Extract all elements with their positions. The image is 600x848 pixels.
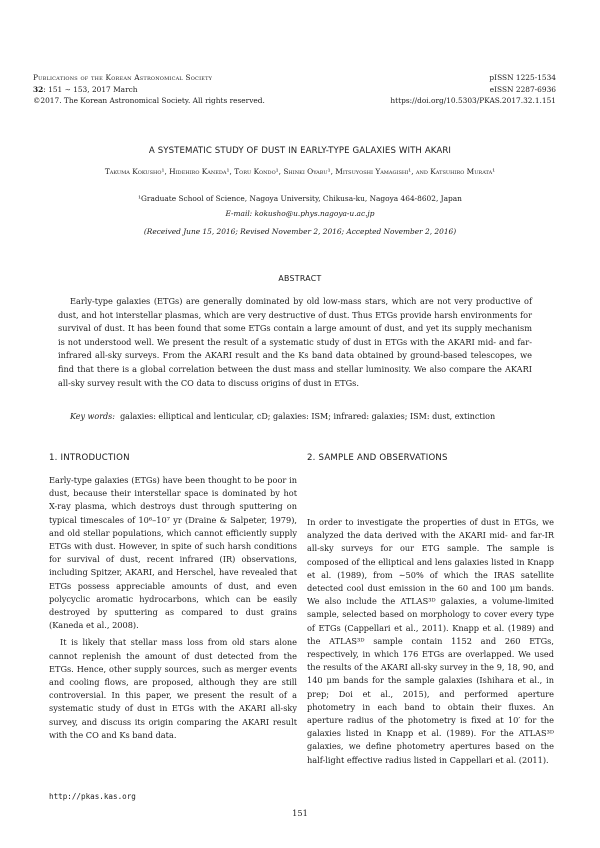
page-number: 151: [292, 808, 308, 818]
volume-line: [33, 84, 265, 96]
paragraph: Early-type galaxies (ETGs) have been thought to be poor in dust, because their interstellar space is dominated by hot X-ray plasma, which destroys dust through sputtering on typical timescales of 10⁶–10⁷ yr (Draine & Salpeter, 1979), and old stellar populations, which cannot efficiently supply ETGs with dust. However, in spite of such harsh conditions for survival of dust, recent infrared (IR) observations, including Spitzer, AKARI, and Herschel, have revealed that ETGs possess appreciable amounts of dust, and even polycyclic aromatic hydrocarbons, which can be easily destroyed by sputtering as compared to dust grains (Kaneda et al., 2008).: [49, 475, 297, 631]
copyright-line: ©2017. The Korean Astronomical Society. All rights reserved.: [33, 96, 265, 105]
doi-link[interactable]: https://doi.org/10.5303/PKAS.2017.32.1.151: [390, 96, 556, 105]
abstract-heading: ABSTRACT: [278, 274, 322, 283]
contact-email[interactable]: E-mail: kokusho@u.phys.nagoya-u.ac.jp: [225, 209, 375, 218]
eissn: eISSN 2287-6936: [489, 84, 556, 94]
keywords-list: galaxies: elliptical and lenticular, cD; galaxies: ISM; infrared: galaxies; ISM: dust, extinction: [120, 412, 496, 421]
sample-column: [307, 516, 554, 767]
section-heading-introduction: 1. INTRODUCTION: [49, 453, 130, 463]
journal-url[interactable]: http://pkas.kas.org: [49, 792, 136, 801]
abstract-text: Early-type galaxies (ETGs) are generally dominated by old low-mass stars, which are not very productive of dust, and hot interstellar plasmas, which are very destructive of dust. Thus ETGs provide harsh environments for survival of dust. It has been found that some ETGs contain a large amount of dust, and yet its supply mechanism is not understood well. We present the result of a systematic study of dust in ETGs with the AKARI mid- and far-infrared all-sky surveys. From the AKARI result and the Ks band data obtained by ground-based telescopes, we find that there is a global correlation between the dust mass and stellar luminosity. We also compare the AKARI all-sky survey result with the CO data to discuss origins of dust in ETGs.: [58, 296, 532, 388]
section-heading-sample: 2. SAMPLE AND OBSERVATIONS: [307, 453, 448, 463]
keywords-label: Key words:: [70, 412, 115, 421]
author-list: Takuma Kokusho¹, Hidehiro Kaneda¹, Toru Kondo¹, Shinki Oyabu¹, Mitsuyoshi Yamagishi¹, and Katsuhiro Murata¹: [104, 167, 496, 176]
journal-name: Publications of the Korean Astronomical Society: [33, 73, 213, 82]
paper-title: A SYSTEMATIC STUDY OF DUST IN EARLY-TYPE GALAXIES WITH AKARI: [148, 146, 452, 156]
paragraph: In order to investigate the properties of dust in ETGs, we analyzed the data derived with the AKARI mid- and far-IR all-sky surveys for our ETG sample. The sample is composed of the elliptical and lens galaxies listed in Knapp et al. (1989), from ∼50% of which the IRAS satellite detected cool dust emission in the 60 and 100 μm bands. We also include the ATLAS³ᴰ galaxies, a volume-limited sample, selected based on morphology to cover every type of ETGs (Cappellari et al., 2011). Knapp et al. (1989) and the ATLAS³ᴰ sample contain 1152 and 260 ETGs, respectively, in which 176 ETGs are overlapped. We used the results of the AKARI all-sky survey in the 9, 18, 90, and 140 μm bands for the sample galaxies (Ishihara et al., in prep; Doi et al., 2015), and performed aperture photometry in each band to obtain their fluxes. An aperture radius of the photometry is fixed at 10′ for the galaxies listed in Knapp et al. (1989). For the ATLAS³ᴰ galaxies, we define photometry apertures based on the half-light effective radius listed in Cappellari et al. (2011).: [307, 517, 554, 765]
journal-header-left: [33, 72, 265, 107]
received-dates: (Received June 15, 2016; Revised November 2, 2016; Accepted November 2, 2016): [143, 227, 457, 236]
paragraph: It is likely that stellar mass loss from old stars alone cannot replenish the amount of dust detected from the ETGs. Hence, other supply sources, such as merger events and cooling flows, are proposed, although they are still controversial. In this paper, we present the result of a systematic study of dust in ETGs with the AKARI all-sky survey, and discuss its origin comparing the AKARI result with the CO and Ks band data.: [49, 637, 297, 740]
keywords: [70, 412, 540, 421]
journal-header-right: [390, 72, 556, 107]
introduction-column: [49, 474, 297, 742]
pissn: pISSN 1225-1534: [489, 73, 556, 82]
volume-number: 32: [33, 84, 44, 94]
issue-line: : 151 ∼ 153, 2017 March: [43, 84, 138, 94]
affiliation: ¹Graduate School of Science, Nagoya University, Chikusa-ku, Nagoya 464-8602, Japan: [138, 194, 462, 203]
